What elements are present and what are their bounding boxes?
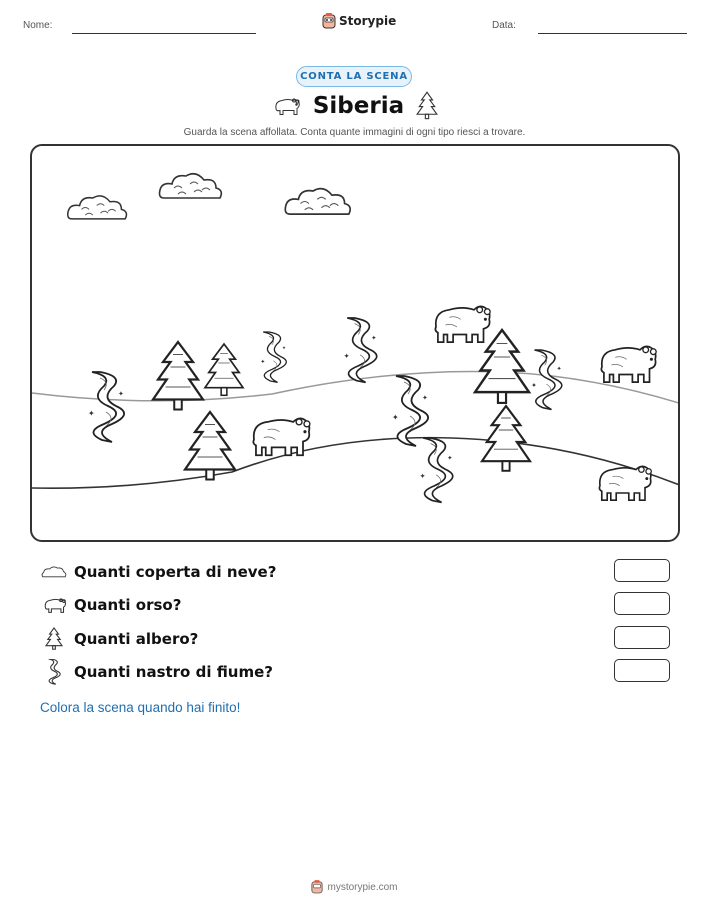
question-row [40,592,670,618]
date-label: Data: [492,20,516,31]
name-line[interactable] [72,33,256,34]
river-ribbon [88,372,124,442]
snow-pile [68,196,127,219]
tree [185,412,235,480]
question-text: Quanti coperta di neve? [74,563,277,581]
tree [153,342,203,410]
river-ribbon [531,350,562,410]
river-ribbon [260,332,286,382]
bear [599,466,651,500]
tree [205,344,243,395]
snow-pile-icon [40,560,68,584]
brand-name: Storypie [339,14,397,28]
scene-frame[interactable] [30,144,680,542]
name-label: Nome: [23,20,53,31]
storypie-mascot-icon [322,13,336,29]
tree [482,406,530,471]
answer-box-bear[interactable] [614,592,670,615]
tree-icon [40,627,68,651]
river-icon [40,660,68,684]
answer-box-river[interactable] [614,659,670,682]
bear [435,306,490,342]
question-row [40,559,670,585]
title-row [0,91,709,121]
page-title: Siberia [312,93,405,119]
tree-icon [416,91,438,121]
activity-badge: CONTA LA SCENA [296,66,412,87]
date-line[interactable] [538,33,687,34]
snow-pile [160,174,222,198]
question-text: Quanti orso? [74,596,182,614]
bear-icon [271,93,301,119]
river-ribbon [392,376,428,446]
storypie-mascot-icon [311,880,323,894]
storypie-logo [322,13,396,29]
coloring-note: Colora la scena quando hai finito! [40,700,241,715]
scene-illustration: ✦ ✦ [32,146,680,542]
site-footer [0,880,709,894]
question-text: Quanti albero? [74,630,199,648]
question-text: Quanti nastro di fiume? [74,663,273,681]
front-hill-line [32,438,680,489]
answer-box-tree[interactable] [614,626,670,649]
bear [253,418,310,455]
bear-icon [40,593,68,617]
bear [601,346,656,382]
instructions: Guarda la scena affollata. Conta quante immagini di ogni tipo riesci a trovare. [183,127,526,138]
answer-box-snow-pile[interactable] [614,559,670,582]
river-ribbon [344,318,378,382]
question-row [40,626,670,652]
question-row [40,659,670,685]
river-ribbon [420,438,454,502]
snow-pile [285,189,350,214]
site-url[interactable]: mystorypie.com [327,881,398,893]
